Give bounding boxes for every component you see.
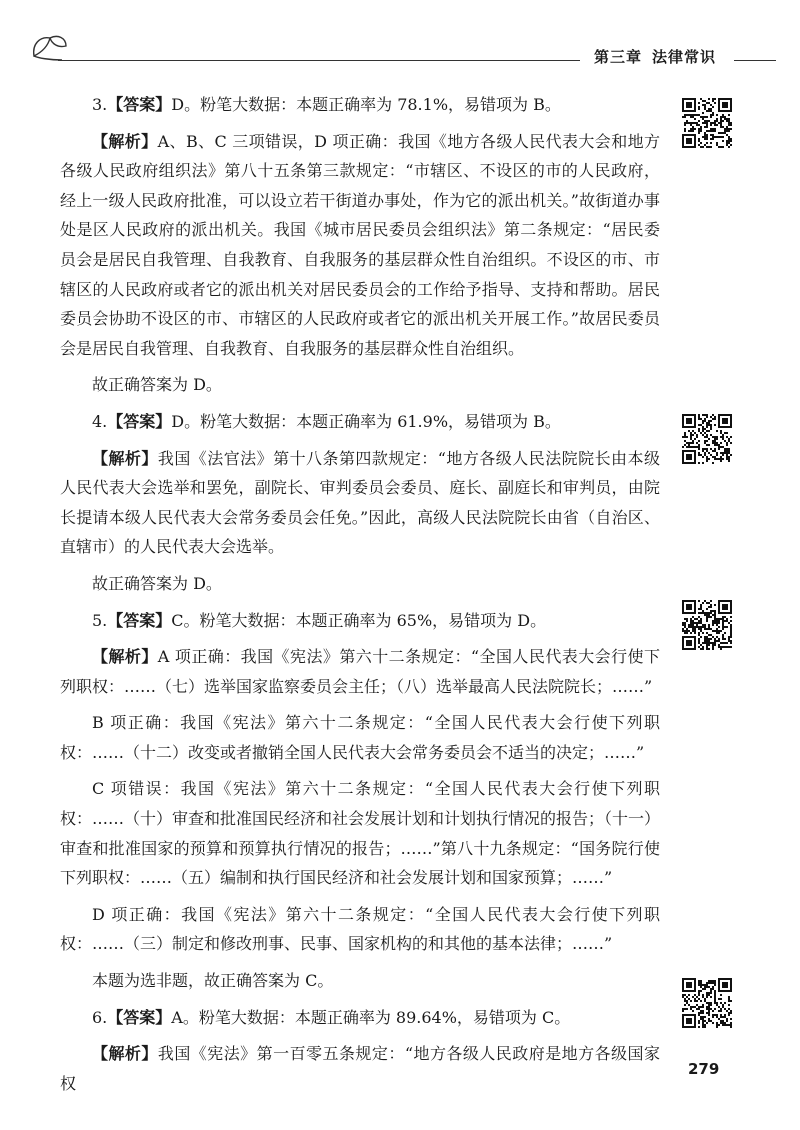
- paragraph: [60, 370, 660, 400]
- paragraph-text: A 项正确：我国《宪法》第六十二条规定：“全国人民代表大会行使下列职权：……（七）选举国家监察委员会主任；（八）选举最高人民法院院长；……”: [60, 647, 660, 696]
- leaf-icon: [28, 30, 72, 64]
- paragraph-text: 本题为选非题，故正确答案为 C。: [92, 971, 334, 991]
- paragraph-text: 我国《宪法》第一百零五条规定：“地方各级人民政府是地方各级国家权: [60, 1044, 660, 1093]
- paragraph-text: 故正确答案为 D。: [92, 573, 222, 593]
- paragraph: [60, 1039, 660, 1098]
- page-header: [0, 0, 800, 80]
- qr-code-icon[interactable]: [682, 978, 732, 1028]
- chapter-number: 第三章: [594, 48, 643, 66]
- paragraph: [60, 569, 660, 599]
- analysis-tag: 【解析】: [92, 448, 158, 468]
- chapter-title: [594, 46, 726, 67]
- paragraph-text: C 项错误：我国《宪法》第六十二条规定：“全国人民代表大会行使下列职权：……（十）审查和批准国民经济和社会发展计划和计划执行情况的报告；（十一）审查和批准国家的预算和预算执行情况的报告；……”第八十九条规定：“国务院行使下列职权：……（五）编制和执行国民经济和社会发展计划和国家预算；……”: [60, 779, 661, 888]
- paragraph: [60, 606, 660, 636]
- paragraph: [60, 642, 660, 701]
- paragraph-text: C。粉笔大数据：本题正确率为 65%，易错项为 D。: [171, 610, 547, 630]
- header-rule: [58, 60, 580, 61]
- paragraph: [60, 407, 660, 437]
- answer-tag: 【答案】: [107, 411, 172, 431]
- paragraph-text: D。粉笔大数据：本题正确率为 78.1%，易错项为 B。: [171, 95, 561, 114]
- answer-tag: 【答案】: [107, 95, 172, 114]
- qr-code-icon[interactable]: [682, 98, 732, 148]
- paragraph: [60, 708, 660, 767]
- paragraph-text: 故正确答案为 D。: [92, 375, 222, 395]
- answer-content: [60, 90, 660, 1098]
- paragraph: [60, 1003, 660, 1033]
- paragraph: [60, 774, 660, 892]
- paragraph: [60, 127, 660, 364]
- question-number: 4.: [92, 411, 108, 431]
- paragraph-text: D。粉笔大数据：本题正确率为 61.9%，易错项为 B。: [171, 411, 561, 431]
- qr-code-icon[interactable]: [682, 414, 732, 464]
- paragraph-text: A。粉笔大数据：本题正确率为 89.64%，易错项为 C。: [171, 1007, 571, 1027]
- paragraph-text: A、B、C 三项错误，D 项正确：我国《地方各级人民代表大会和地方各级人民政府组织法》第八十五条第三款规定：“市辖区、不设区的市的人民政府，经上一级人民政府批准，可以设立若干街道办事处，作为它的派出机关。”故街道办事处是区人民政府的派出机关。我国《城市居民委员会组织法》第二条规定：“居民委员会是居民自我管理、自我教育、自我服务的基层群众性自治组织。不设区的市、市辖区的人民政府或者它的派出机关对居民委员会的工作给予指导、支持和帮助。居民委员会协助不设区的市、市辖区的人民政府或者它的派出机关开展工作。”故居民委员会是居民自我管理、自我教育、自我服务的基层群众性自治组织。: [60, 131, 660, 358]
- paragraph-text: B 项正确：我国《宪法》第六十二条规定：“全国人民代表大会行使下列职权：……（十二）改变或者撤销全国人民代表大会常务委员会不适当的决定；……”: [60, 713, 660, 762]
- paragraph: [60, 444, 660, 562]
- paragraph: [60, 900, 660, 959]
- chapter-name: 法律常识: [652, 48, 717, 66]
- paragraph-text: 我国《法官法》第十八条第四款规定：“地方各级人民法院院长由本级人民代表大会选举和罢免，副院长、审判委员会委员、庭长、副庭长和审判员，由院长提请本级人民代表大会常务委员会任免。”因此，高级人民法院院长由省（自治区、直辖市）的人民代表大会选举。: [60, 448, 660, 557]
- paragraph-text: D 项正确：我国《宪法》第六十二条规定：“全国人民代表大会行使下列职权：……（三）制定和修改刑事、民事、国家机构的和其他的基本法律；……”: [60, 904, 660, 954]
- answer-tag: 【答案】: [107, 1007, 172, 1027]
- qr-code-icon[interactable]: [682, 600, 732, 650]
- page-number: 279: [688, 1060, 720, 1078]
- analysis-tag: 【解析】: [92, 647, 158, 667]
- analysis-tag: 【解析】: [92, 131, 158, 151]
- answer-tag: 【答案】: [107, 610, 172, 630]
- analysis-tag: 【解析】: [92, 1044, 158, 1064]
- question-number: 3.: [92, 95, 108, 114]
- paragraph: [60, 90, 660, 120]
- header-rule-right: [734, 60, 776, 61]
- question-number: 5.: [92, 610, 108, 630]
- paragraph: [60, 966, 660, 996]
- question-number: 6.: [92, 1007, 108, 1027]
